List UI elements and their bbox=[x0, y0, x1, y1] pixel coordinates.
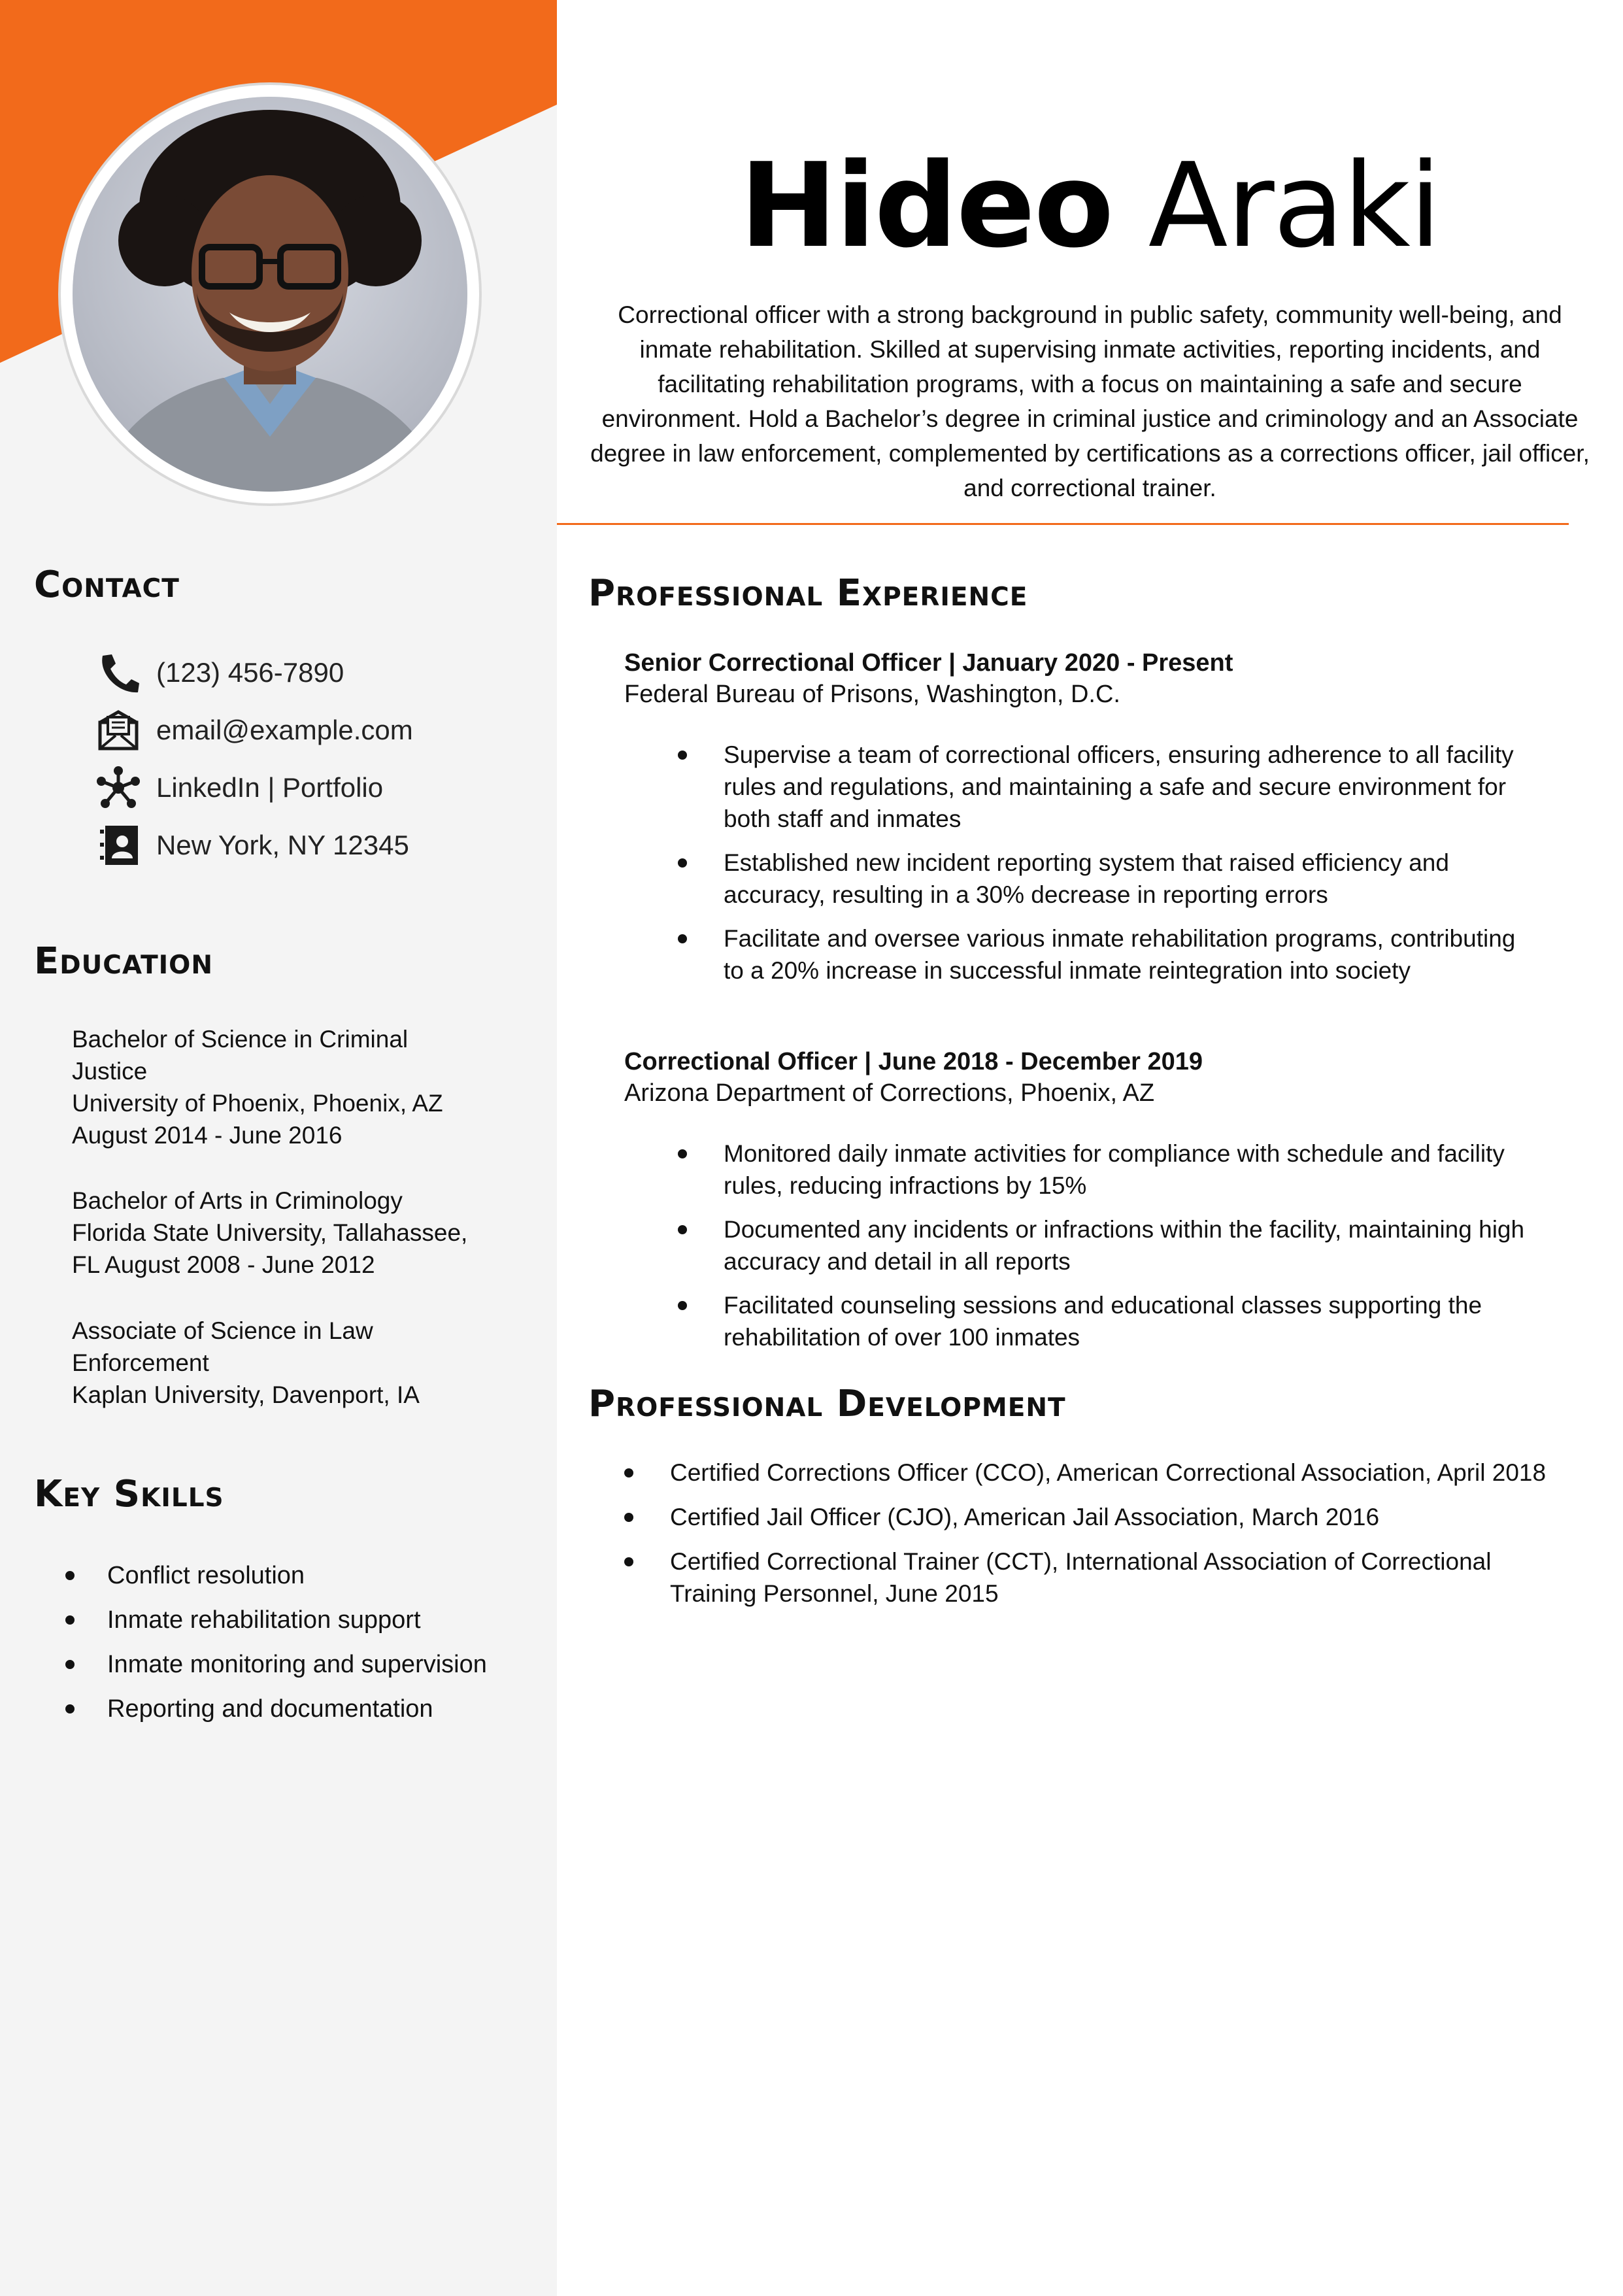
job-title: Senior Correctional Officer | January 2020 - Present bbox=[624, 649, 1233, 677]
certification-text: Certified Correctional Trainer (CCT), International Association of Correctional Training Personnel, June 2015 bbox=[670, 1548, 1492, 1607]
contact-links-text[interactable]: LinkedIn | Portfolio bbox=[156, 772, 384, 803]
first-name: Hideo bbox=[739, 138, 1113, 273]
education-item-text: Associate of Science in Law Enforcement Kaplan University, Davenport, IA bbox=[72, 1317, 420, 1408]
bullet-text: Facilitate and oversee various inmate rehabilitation programs, contributing to a 20% increase in successful inmate reintegration into society bbox=[724, 925, 1516, 984]
bullet-icon bbox=[65, 1660, 75, 1669]
professional-summary: Correctional officer with a strong background in public safety, community well-being, and inmate rehabilitation. Skilled at supervising inmate activities, reporting incidents, and facilitating rehabilitation programs, with a focus on maintaining a safe and secure environment. Hold a Bachelor’s degree in criminal justice and criminology and an Associate degree in law enforcement, complemented by certifications as a corrections officer, jail officer, and correctional trainer. bbox=[590, 301, 1590, 501]
education-item bbox=[72, 1023, 529, 1151]
list-item bbox=[624, 1545, 1565, 1610]
bullet-icon bbox=[624, 1468, 633, 1477]
list-item bbox=[624, 847, 1526, 911]
skill-text: Inmate rehabilitation support bbox=[107, 1606, 421, 1634]
job-entry bbox=[624, 647, 1565, 998]
education-item bbox=[72, 1185, 529, 1281]
section-divider bbox=[557, 523, 1569, 525]
bullet-icon bbox=[678, 934, 687, 943]
contact-phone bbox=[95, 644, 539, 701]
list-item bbox=[65, 1598, 536, 1642]
bullet-icon bbox=[678, 751, 687, 760]
phone-icon bbox=[95, 649, 142, 696]
list-item bbox=[65, 1553, 536, 1598]
list-item bbox=[624, 922, 1526, 987]
list-item bbox=[624, 1457, 1565, 1489]
bullet-text: Facilitated counseling sessions and educational classes supporting the rehabilitation of over 100 inmates bbox=[724, 1292, 1482, 1351]
list-item bbox=[624, 739, 1526, 835]
address-card-icon bbox=[95, 822, 142, 869]
envelope-icon bbox=[95, 707, 142, 754]
bullet-icon bbox=[678, 1149, 687, 1158]
bullet-icon bbox=[65, 1615, 75, 1625]
skills-list bbox=[65, 1553, 536, 1731]
list-item bbox=[65, 1687, 536, 1731]
certification-text: Certified Jail Officer (CJO), American Jail Association, March 2016 bbox=[670, 1504, 1380, 1530]
contact-heading: Contact bbox=[34, 564, 180, 606]
job-organization: Arizona Department of Corrections, Phoenix, AZ bbox=[624, 1079, 1155, 1107]
job-title: Correctional Officer | June 2018 - December 2019 bbox=[624, 1048, 1203, 1075]
bullet-icon bbox=[65, 1571, 75, 1580]
bullet-icon bbox=[678, 858, 687, 868]
job-organization: Federal Bureau of Prisons, Washington, D.C. bbox=[624, 681, 1120, 708]
contact-phone-text[interactable]: (123) 456-7890 bbox=[156, 657, 344, 688]
development-heading: Professional Development bbox=[588, 1383, 1066, 1425]
bullet-icon bbox=[624, 1557, 633, 1566]
job-entry bbox=[624, 1046, 1565, 1365]
sidebar bbox=[0, 0, 557, 2296]
skills-heading: Key Skills bbox=[34, 1473, 224, 1515]
certification-text: Certified Corrections Officer (CCO), American Correctional Association, April 2018 bbox=[670, 1459, 1547, 1486]
skill-text: Inmate monitoring and supervision bbox=[107, 1650, 487, 1678]
list-item bbox=[624, 1289, 1526, 1353]
contact-links bbox=[95, 759, 539, 817]
last-name: Araki bbox=[1148, 138, 1441, 273]
candidate-name bbox=[557, 138, 1623, 273]
contact-email-text[interactable]: email@example.com bbox=[156, 715, 413, 745]
list-item bbox=[65, 1642, 536, 1687]
skill-text: Conflict resolution bbox=[107, 1561, 305, 1589]
education-heading: Education bbox=[34, 940, 213, 983]
education-item bbox=[72, 1315, 529, 1411]
education-item-text: Bachelor of Science in Criminal Justice University of Phoenix, Phoenix, AZ August 2014 - June 2016 bbox=[72, 1026, 443, 1149]
bullet-text: Supervise a team of correctional officers, ensuring adherence to all facility rules and regulations, and maintaining a safe and secure environment for both staff and inmates bbox=[724, 741, 1514, 832]
education-item-text: Bachelor of Arts in Criminology Florida State University, Tallahassee, FL August 2008 - June 2012 bbox=[72, 1187, 468, 1278]
list-item bbox=[624, 1138, 1526, 1202]
network-icon bbox=[95, 764, 142, 811]
experience-heading: Professional Experience bbox=[588, 572, 1028, 615]
bullet-icon bbox=[678, 1225, 687, 1234]
bullet-text: Documented any incidents or infractions within the facility, maintaining high accuracy and detail in all reports bbox=[724, 1216, 1525, 1275]
job-bullets bbox=[624, 739, 1565, 987]
development-list bbox=[624, 1457, 1565, 1622]
bullet-icon bbox=[678, 1301, 687, 1310]
bullet-icon bbox=[65, 1704, 75, 1714]
contact-address-text: New York, NY 12345 bbox=[156, 830, 409, 860]
job-bullets bbox=[624, 1138, 1565, 1353]
profile-photo bbox=[73, 97, 467, 492]
contact-list bbox=[95, 644, 539, 874]
skill-text: Reporting and documentation bbox=[107, 1695, 433, 1723]
list-item bbox=[624, 1501, 1565, 1533]
bullet-text: Established new incident reporting system that raised efficiency and accuracy, resulting in a 30% decrease in reporting errors bbox=[724, 849, 1449, 908]
bullet-icon bbox=[624, 1513, 633, 1522]
list-item bbox=[624, 1213, 1526, 1277]
bullet-text: Monitored daily inmate activities for compliance with schedule and facility rules, reducing infractions by 15% bbox=[724, 1140, 1505, 1199]
contact-address bbox=[95, 817, 539, 874]
contact-email bbox=[95, 701, 539, 759]
